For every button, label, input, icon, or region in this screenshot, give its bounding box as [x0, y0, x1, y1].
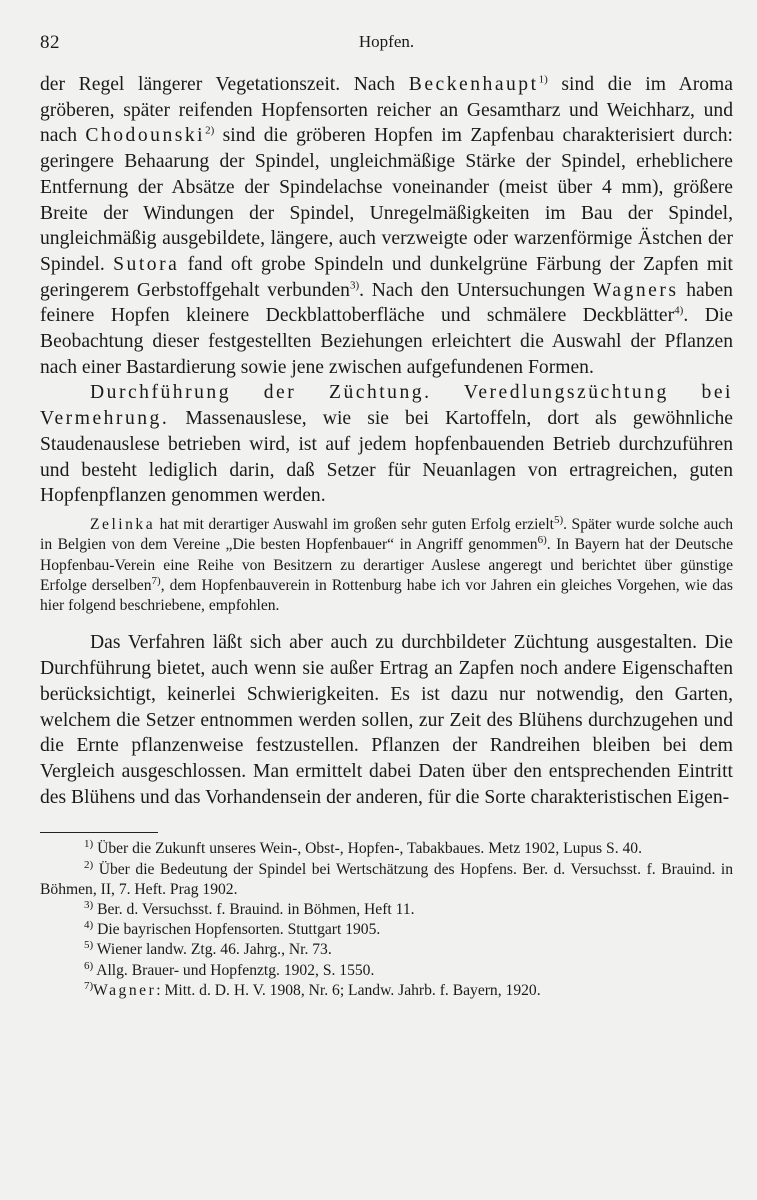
footnote-ref: 5)	[554, 513, 564, 526]
author-name: Wagner	[93, 981, 157, 999]
author-name: Beckenhaupt	[408, 74, 539, 95]
book-page	[40, 26, 733, 1001]
small-print-block	[40, 515, 733, 616]
body-text-continued	[40, 630, 733, 810]
paragraph-2: Durchführung der Züchtung. Veredlungszüchtung bei Vermehrung. Massenauslese, wie sie bei Kartoffeln, dort als gewöhnliche Staudenauslese betrieben wird, ist auf jedem hopfenbauenden Betrieb durchzuführen und besteht lediglich darin, daß Setzer für Neuanlagen von ertragreichen, guten Hopfenpflanzen genommen werden.	[40, 382, 733, 507]
footnote-ref: 2)	[205, 124, 215, 137]
footnote-5: $^{5)}$ Wiener landw. Ztg. 46. Jahrg., Nr. 73.	[84, 939, 332, 959]
paragraph-1: der Regel längerer Vegetationszeit. Nach Beckenhaupt$^{1)}$ sind die im Aroma gröberen, später reifenden Hopfensorten reicher an Gesamtharz und Weichharz, und nach Chodounski$^{2)}$ sind die gröberen Hopfen im Zapfenbau charakterisiert durch: geringere Behaarung der Spindel, ungleichmäßige Stärke der Spindel, erheblichere Entfernung der Absätze der Spindelachse voneinander (meist über 4 mm), größere Breite der Windungen der Spindel, Unregelmäßigkeiten im Bau der Spindel, ungleichmäßig ausgebildete, längere, auch verzweigte oder warzenförmige Ästchen der Spindel. Sutora fand oft grobe Spindeln und dunkelgrüne Färbung der Zapfen mit geringerem Gerbstoffgehalt verbunden$^{3)}$. Nach den Untersuchungen Wagners haben feinere Hopfen kleinere Deckblattoberfläche und schmälere Deckblätter$^{4)}$. Die Beobachtung dieser festgestellten Beziehungen erleichtert die Auswahl der Pflanzen nach einer Bastardierung sowie jene zwischen aufgefundenen Formen.	[40, 73, 733, 378]
body-text	[40, 72, 733, 509]
paragraph-3: Das Verfahren läßt sich aber auch zu durchbildeter Züchtung ausgestalten. Die Durchführung bietet, auch wenn sie außer Ertrag an Zapfen noch andere Eigenschaften berücksichtigt, keinerlei Schwierigkeiten. Es ist dazu nur notwendig, den Garten, welchem die Setzer entnommen werden sollen, zur Zeit des Blühens durchzugehen und die Ernte pflanzenweise festzustellen. Pflanzen der Randreihen bleiben bei dem Vergleich ausgeschlossen. Man ermittelt dabei Daten über den entsprechenden Eintritt des Blühens und das Vorhandensein der anderen, für die Sorte charakteristischen Eigen-	[40, 632, 733, 808]
author-name: Wagners	[592, 279, 679, 301]
author-name: Chodounski	[85, 125, 206, 147]
footnote-separator	[40, 832, 158, 833]
footnote-ref: 6)	[537, 534, 547, 547]
author-name: Sutora	[113, 253, 180, 275]
footnote-2: $^{2)}$ Über die Bedeutung der Spindel bei Wertschätzung des Hopfens. Ber. d. Versuchsst. f. Brauind. in Böhmen, II, 7. Heft. Prag 1902.	[40, 858, 733, 898]
page-header	[40, 26, 733, 66]
footnotes	[40, 839, 733, 1001]
footnote-ref: 1)	[538, 73, 548, 86]
footnote-4: $^{4)}$ Die bayrischen Hopfensorten. Stuttgart 1905.	[84, 918, 381, 939]
section-heading: Durchführung der Züchtung. Veredlungszüchtung bei Vermehrung.	[40, 382, 733, 430]
small-paragraph: Zelinka hat mit derartiger Auswahl im großen sehr guten Erfolg erzielt$^{5)}$. Später wurde solche auch in Belgien von dem Vereine „Die besten Hopfenbauer“ in Angriff genommen$^{6)}$. In Bayern hat der Deutsche Hopfenbau-Verein eine Reihe von Besitzern zu derartiger Auslese angeregt und berichtet über günstige Erfolge derselben$^{7)}$, dem Hopfenbauverein in Rottenburg habe ich vor Jahren ein gleiches Vorgehen, wie das hier folgend beschriebene, empfohlen.	[40, 513, 734, 615]
page-number: 82	[40, 32, 60, 53]
running-title: Hopfen.	[358, 32, 415, 51]
footnote-7: $^{7)}$Wagner: Mitt. d. D. H. V. 1908, Nr. 6; Landw. Jahrb. f. Bayern, 1920.	[84, 979, 541, 999]
author-name: Zelinka	[90, 515, 156, 533]
footnote-6: $^{6)}$ Allg. Brauer- und Hopfenztg. 1902, S. 1550.	[84, 959, 375, 979]
footnote-ref: 4)	[674, 304, 684, 317]
footnote-ref: 3)	[349, 279, 360, 292]
footnote-ref: 7)	[151, 574, 161, 587]
footnote-3: $^{3)}$ Ber. d. Versuchsst. f. Brauind. in Böhmen, Heft 11.	[84, 898, 415, 918]
footnote-1: $^{1)}$ Über die Zukunft unseres Wein-, Obst-, Hopfen-, Tabakbaues. Metz 1902, Lupus S. 40.	[84, 838, 642, 858]
